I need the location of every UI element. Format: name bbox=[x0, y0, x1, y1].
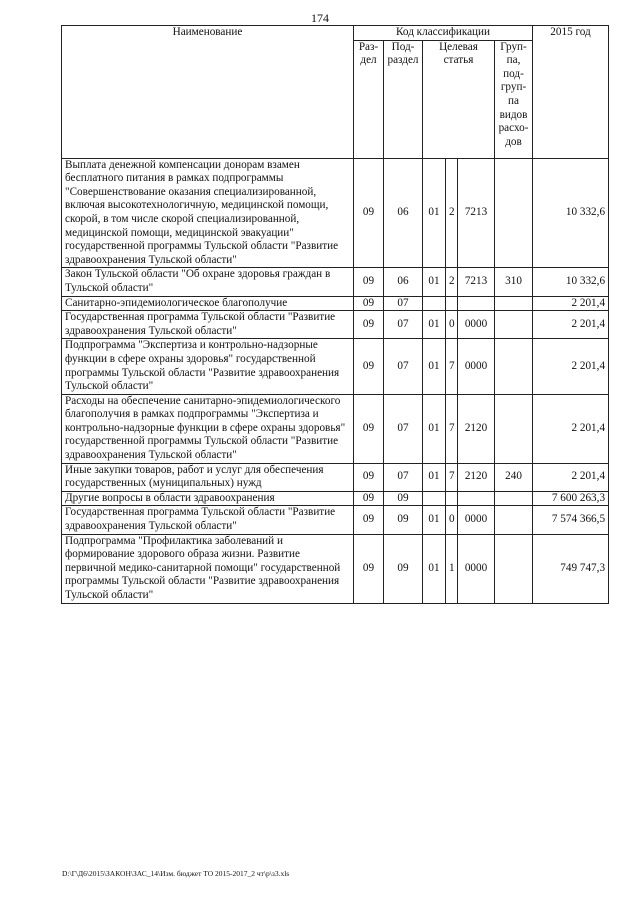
row-name: Подпрограмма "Экспертиза и контрольно-надзорные функции в сфере охраны здоровья" государственной программы Тульской области "Развитие здравоохранения Тульской области" bbox=[62, 339, 354, 394]
row-subsection: 06 bbox=[384, 158, 423, 268]
row-target-subprogram: 2 bbox=[446, 268, 458, 296]
row-target-program: 01 bbox=[423, 268, 446, 296]
row-expense-group bbox=[495, 311, 533, 339]
table-row bbox=[62, 158, 609, 268]
row-target-program: 01 bbox=[423, 506, 446, 534]
row-section: 09 bbox=[354, 506, 384, 534]
row-expense-group bbox=[495, 506, 533, 534]
table-row bbox=[62, 506, 609, 534]
row-subsection: 07 bbox=[384, 339, 423, 394]
row-target-direction bbox=[458, 296, 495, 311]
row-amount: 2 201,4 bbox=[533, 463, 609, 491]
budget-table bbox=[61, 25, 609, 604]
page-number: 174 bbox=[311, 11, 329, 25]
row-target-program: 01 bbox=[423, 534, 446, 603]
table-row bbox=[62, 491, 609, 506]
row-name: Государственная программа Тульской области "Развитие здравоохранения Тульской области" bbox=[62, 506, 354, 534]
row-target-direction: 0000 bbox=[458, 339, 495, 394]
footer-file-path: D:\Г\Д6\2015\ЗАКОН\ЗАС_14\Изм. бюджет ТО 2015-2017_2 чт\р\з3.xls bbox=[62, 869, 290, 878]
row-section: 09 bbox=[354, 158, 384, 268]
header-target-article: Целевая статья bbox=[423, 40, 495, 158]
row-amount: 749 747,3 bbox=[533, 534, 609, 603]
row-section: 09 bbox=[354, 311, 384, 339]
row-expense-group: 240 bbox=[495, 463, 533, 491]
row-subsection: 07 bbox=[384, 463, 423, 491]
row-name: Закон Тульской области "Об охране здоровья граждан в Тульской области" bbox=[62, 268, 354, 296]
header-expense-group: Груп- па, под- груп- па видов расхо- дов bbox=[495, 40, 533, 158]
row-section: 09 bbox=[354, 534, 384, 603]
row-target-subprogram: 7 bbox=[446, 394, 458, 463]
row-subsection: 07 bbox=[384, 311, 423, 339]
header-year: 2015 год bbox=[533, 26, 609, 159]
header-section: Раз- дел bbox=[354, 40, 384, 158]
row-target-subprogram: 7 bbox=[446, 339, 458, 394]
row-amount: 2 201,4 bbox=[533, 296, 609, 311]
row-expense-group: 310 bbox=[495, 268, 533, 296]
row-section: 09 bbox=[354, 296, 384, 311]
table-row bbox=[62, 534, 609, 603]
header-subsection: Под- раздел bbox=[384, 40, 423, 158]
row-target-direction bbox=[458, 491, 495, 506]
header-classification: Код классификации bbox=[354, 26, 533, 41]
row-target-subprogram: 0 bbox=[446, 506, 458, 534]
row-subsection: 06 bbox=[384, 268, 423, 296]
row-amount: 2 201,4 bbox=[533, 339, 609, 394]
row-amount: 10 332,6 bbox=[533, 268, 609, 296]
row-expense-group bbox=[495, 394, 533, 463]
row-expense-group bbox=[495, 158, 533, 268]
row-expense-group bbox=[495, 534, 533, 603]
row-target-direction: 2120 bbox=[458, 463, 495, 491]
row-target-subprogram: 2 bbox=[446, 158, 458, 268]
row-amount: 7 600 263,3 bbox=[533, 491, 609, 506]
row-name: Подпрограмма "Профилактика заболеваний и формирование здорового образа жизни. Развитие первичной медико-санитарной помощи" государственной программы Тульской области "Развитие здравоохранения Тульской области" bbox=[62, 534, 354, 603]
row-target-program bbox=[423, 296, 446, 311]
row-section: 09 bbox=[354, 463, 384, 491]
row-target-program: 01 bbox=[423, 394, 446, 463]
row-amount: 2 201,4 bbox=[533, 394, 609, 463]
table-row bbox=[62, 463, 609, 491]
row-section: 09 bbox=[354, 491, 384, 506]
row-name: Санитарно-эпидемиологическое благополучие bbox=[62, 296, 354, 311]
row-name: Другие вопросы в области здравоохранения bbox=[62, 491, 354, 506]
row-amount: 7 574 366,5 bbox=[533, 506, 609, 534]
row-section: 09 bbox=[354, 394, 384, 463]
table-body bbox=[62, 158, 609, 603]
row-expense-group bbox=[495, 296, 533, 311]
row-target-program: 01 bbox=[423, 311, 446, 339]
row-target-program: 01 bbox=[423, 463, 446, 491]
row-target-direction: 7213 bbox=[458, 158, 495, 268]
table-row bbox=[62, 311, 609, 339]
row-subsection: 07 bbox=[384, 296, 423, 311]
row-name: Государственная программа Тульской области "Развитие здравоохранения Тульской области" bbox=[62, 311, 354, 339]
table-row bbox=[62, 296, 609, 311]
row-target-subprogram: 1 bbox=[446, 534, 458, 603]
row-name: Расходы на обеспечение санитарно-эпидемиологического благополучия в рамках подпрограммы "Экспертиза и контрольно-надзорные функции в сфере охраны здоровья" государственной программы Тульской области "Развитие здравоохранения Тульской области" bbox=[62, 394, 354, 463]
row-subsection: 09 bbox=[384, 534, 423, 603]
row-subsection: 09 bbox=[384, 491, 423, 506]
row-target-program: 01 bbox=[423, 158, 446, 268]
row-subsection: 09 bbox=[384, 506, 423, 534]
row-subsection: 07 bbox=[384, 394, 423, 463]
row-target-subprogram: 7 bbox=[446, 463, 458, 491]
row-section: 09 bbox=[354, 268, 384, 296]
row-expense-group bbox=[495, 491, 533, 506]
row-target-program: 01 bbox=[423, 339, 446, 394]
row-target-direction: 0000 bbox=[458, 534, 495, 603]
row-expense-group bbox=[495, 339, 533, 394]
row-target-subprogram bbox=[446, 296, 458, 311]
row-amount: 10 332,6 bbox=[533, 158, 609, 268]
row-target-direction: 7213 bbox=[458, 268, 495, 296]
table-row bbox=[62, 339, 609, 394]
row-target-program bbox=[423, 491, 446, 506]
row-section: 09 bbox=[354, 339, 384, 394]
row-target-subprogram bbox=[446, 491, 458, 506]
row-target-direction: 2120 bbox=[458, 394, 495, 463]
table-row bbox=[62, 268, 609, 296]
row-target-direction: 0000 bbox=[458, 506, 495, 534]
row-amount: 2 201,4 bbox=[533, 311, 609, 339]
row-name: Выплата денежной компенсации донорам взамен бесплатного питания в рамках подпрограммы "Совершенствование оказания специализированной, включая высокотехнологичную, медицинской помощи, скорой, в том числе скорой специализированной, медицинской помощи, медицинской эвакуации" государственной программы Тульской области "Развитие здравоохранения Тульской области" bbox=[62, 158, 354, 268]
row-target-subprogram: 0 bbox=[446, 311, 458, 339]
table-row bbox=[62, 394, 609, 463]
row-target-direction: 0000 bbox=[458, 311, 495, 339]
header-name: Наименование bbox=[62, 26, 354, 159]
row-name: Иные закупки товаров, работ и услуг для обеспечения государственных (муниципальных) нужд bbox=[62, 463, 354, 491]
